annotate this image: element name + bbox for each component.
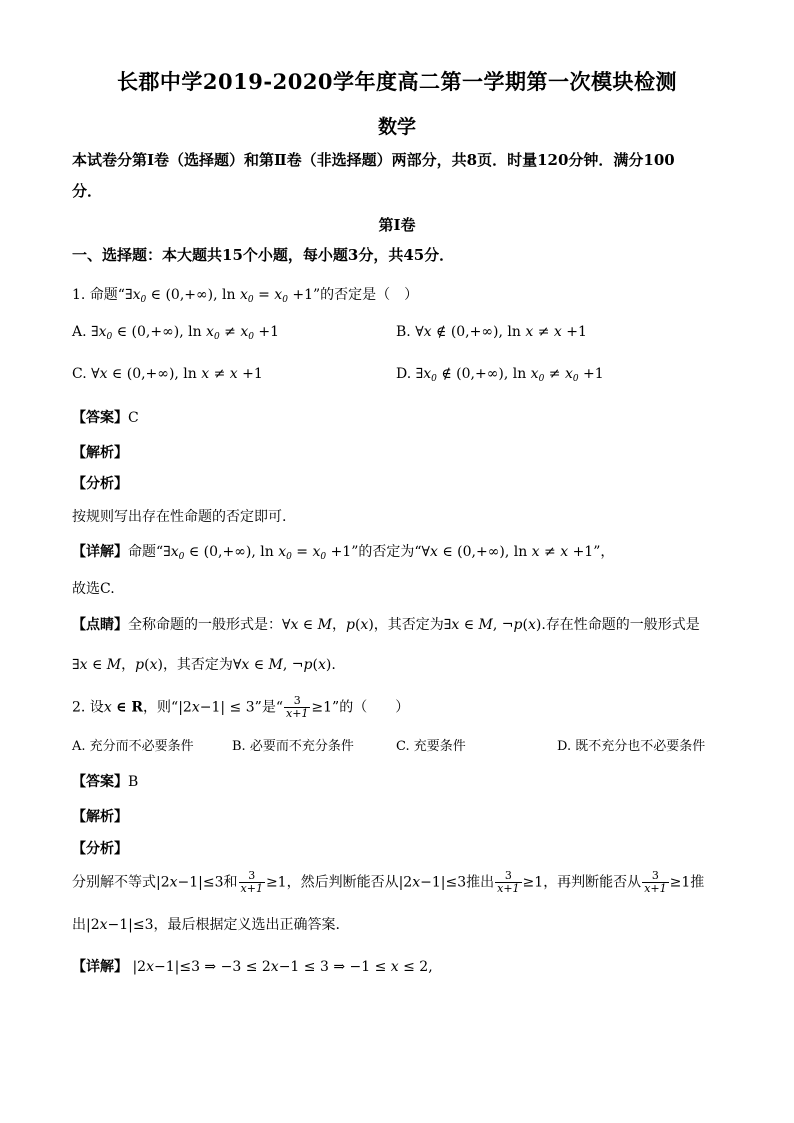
q1-option-c-label: C. [72,366,87,382]
q2-fenxi-fraction-2: $\frac{3}{x+1}$ [497,869,520,895]
q2-fraction: $\frac{3}{x+1}$ [285,694,309,720]
q1-note-mid1: ，其否定为 [373,617,444,633]
q2-answer-value: B [128,774,139,790]
q2-fenxi-mid1: ，然后判断能否从 [286,874,399,891]
q2-fenxi-tag: 【分析】 [72,841,128,857]
q2-stem-mid1: ，则“ [143,699,179,716]
q1-note-tag: 【点睛】 [72,617,128,633]
q1-note-pre: 全称命题的一般形式是： [128,617,282,633]
q1-option-a: A. $\exists x_0$ ∈ (0,+∞), $\ln x_0 \ne x_0 +1$ [72,324,280,342]
q1-fenxi-tag: 【分析】 [72,476,128,492]
q2-analysis-tag: 【解析】 [72,809,128,825]
q1-answer-tag: 【答案】 [72,410,128,426]
q1-answer [72,407,139,427]
q2-stem-mid2: ”是“ [254,699,283,716]
q1-option-a-label: A. [72,324,87,340]
q2-detail-tag: 【详解】 [72,959,128,975]
q2-detail: 【详解】 |2x−1|≤3 ⇒ −3 ≤ 2x−1 ≤ 3 ⇒ −1 ≤ x ≤ 2, [72,959,433,975]
intro-line-2: 分． [72,182,103,200]
q1-option-c: C. ∀x ∈ (0,+∞), ln x ≠ x +1 [72,366,263,382]
subject-heading: 数学 [377,116,416,138]
q2-option-a: A. 充分而不必要条件 [72,739,194,754]
q1-option-d-label: D. [396,366,412,382]
q2-answer [72,771,138,791]
q1-option-b-label: B. [396,324,411,340]
q1-answer-value: C [128,410,139,426]
q2-option-b: B. 必要而不充分条件 [232,739,354,754]
volume-heading: 第Ⅰ卷 [378,216,416,234]
q1-detail: 【详解】命题“$\exists x_0$ ∈ (0,+∞), $\ln x_0 = x_0 +1$”的否定为“∀x ∈ (0,+∞), ln x ≠ x +1”， [72,544,615,562]
page-title: 长郡中学2019-2020学年度高二第一学期第一次模块检测 [116,69,678,94]
q2-fenxi-fraction-3: $\frac{3}{x+1}$ [644,869,667,895]
q2-fenxi-fraction-1: $\frac{3}{x+1}$ [240,869,263,895]
q2-fenxi-line2-post: ，最后根据定义选出正确答案. [153,917,340,933]
q2-fenxi-and: 和 [223,874,238,891]
q2-fenxi-line1: 分别解不等式|2x−1|≤3和 $\frac{3}{x+1}$ ≥1，然后判断能否从|2x−1|≤3推出 $\frac{3}{x+1}$ ≥1，再判断能否从 $\frac{3}{x+1}$ ≥1推 [72,869,705,895]
q1-detail-mid: ”的否定为“ [351,544,422,560]
q1-option-b: B. ∀x ∉ (0,+∞), ln x ≠ x +1 [396,324,587,340]
q2-stem: 2. 设x ∈ R，则“|2x−1| ≤ 3”是“ $\frac{3}{x+1}$ ≥1”的（ ） [72,694,410,720]
q1-stem-post: ”的否定是（ ） [313,287,419,303]
q2-fenxi-tui: 推 [690,874,705,891]
q2-stem-pre: 2. 设 [72,699,104,716]
q2-stem-post: ”的（ ） [332,699,410,716]
q1-stem: 1. 命题“$\exists x_0$ ∈ (0,+∞), $\ln x_0 = x_0 +1$”的否定是（ ） [72,287,419,305]
q1-detail-post: ”， [593,544,615,560]
q1-note-line2: ∃x ∈ M，p(x)，其否定为∀x ∈ M, ¬p(x). [72,657,336,673]
q1-note-line2-mid: ，其否定为 [162,657,233,673]
q2-fenxi-mid3: ，再判断能否从 [543,874,642,891]
section-heading: 一、选择题：本大题共15个小题，每小题3分，共45分． [72,246,455,264]
q1-analysis-tag: 【解析】 [72,445,128,461]
q1-detail-tag: 【详解】 [72,544,128,560]
q2-option-d: D. 既不充分也不必要条件 [557,739,706,754]
q1-detail-pre: 命题“ [128,544,164,560]
q1-fenxi-text: 按规则写出存在性命题的否定即可. [72,509,287,525]
q2-option-c: C. 充要条件 [396,739,466,754]
q2-answer-tag: 【答案】 [72,774,128,790]
q2-fenxi-pre: 分别解不等式 [72,874,156,891]
q1-stem-pre: 1. 命题“ [72,287,125,303]
q1-option-d: D. $\exists x_0$ ∉ (0,+∞), $\ln x_0 \ne x_0 +1$ [396,366,604,384]
q2-fenxi-mid2: 推出 [466,874,495,891]
q2-fenxi-line2-pre: 出 [72,917,86,933]
q2-fenxi-line2: 出|2x−1|≤3，最后根据定义选出正确答案. [72,917,340,933]
intro-line-1: 本试卷分第Ⅰ卷（选择题）和第Ⅱ卷（非选择题）两部分，共8页．时量120分钟．满分100 [72,151,675,169]
q1-note-mid2: 存在性命题的一般形式是 [545,617,700,633]
q1-detail-line2: 故选C. [72,581,115,597]
q1-note: 【点睛】全称命题的一般形式是：∀x ∈ M，p(x)，其否定为∃x ∈ M, ¬p(x).存在性命题的一般形式是 [72,617,700,633]
